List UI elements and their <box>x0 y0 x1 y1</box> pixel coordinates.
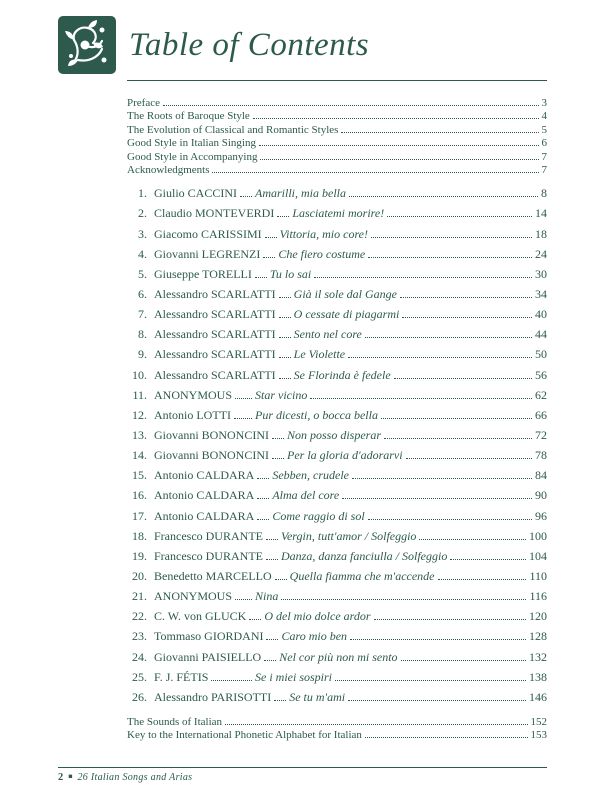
composer-name: Giovanni BONONCINI <box>154 448 269 463</box>
dot-leader <box>272 430 284 439</box>
toc-entry <box>127 247 547 267</box>
page-number: 34 <box>535 287 547 302</box>
composer-cell <box>154 388 255 403</box>
entry-number: 4. <box>138 246 147 261</box>
dot-leader <box>281 591 526 600</box>
square-bullet-icon: ■ <box>68 772 73 781</box>
toc-entry <box>127 186 547 206</box>
toc-entry <box>127 629 547 649</box>
song-title: Alma del core <box>272 488 340 503</box>
composer-cell <box>154 549 281 564</box>
toc-entry <box>127 428 547 448</box>
composer-name: Antonio CALDARA <box>154 488 255 503</box>
entry-number: 11. <box>132 387 147 402</box>
toc-entry <box>127 227 547 247</box>
toc-row <box>127 137 547 150</box>
song-title: Già il sole dal Gange <box>293 287 397 302</box>
page-number: 146 <box>529 689 547 704</box>
toc-entry <box>127 206 547 226</box>
composer-name: F. J. FÉTIS <box>154 669 209 684</box>
composer-name: Alessandro SCARLATTI <box>154 307 276 322</box>
composer-name: Francesco DURANTE <box>154 528 263 543</box>
composer-name: Antonio CALDARA <box>154 468 255 483</box>
composer-cell <box>154 609 264 624</box>
composer-name: Alessandro SCARLATTI <box>154 347 276 362</box>
page-number: 14 <box>535 206 547 221</box>
composer-cell <box>154 650 279 665</box>
composer-cell <box>154 589 255 604</box>
entry-number: 12. <box>132 407 147 422</box>
section-label: The Roots of Baroque Style <box>127 110 250 123</box>
entry-number: 16. <box>132 488 147 503</box>
dot-leader <box>310 389 532 398</box>
dot-leader <box>349 188 538 197</box>
composer-name: Antonio LOTTI <box>154 407 231 422</box>
composer-name: Giacomo CARISSIMI <box>154 226 262 241</box>
dot-leader <box>400 289 532 298</box>
page-number: 18 <box>535 226 547 241</box>
toc-entry <box>127 589 547 609</box>
dot-leader <box>368 248 532 257</box>
composer-name: Alessandro SCARLATTI <box>154 287 276 302</box>
dot-leader <box>279 289 291 298</box>
section-label: Good Style in Italian Singing <box>127 137 256 150</box>
composer-cell <box>154 368 294 383</box>
entry-number: 9. <box>138 347 147 362</box>
section-label: Acknowledgments <box>127 163 210 176</box>
toc-entry <box>127 327 547 347</box>
page-number: 24 <box>535 246 547 261</box>
song-title: Tu lo sai <box>269 266 312 281</box>
dot-leader <box>274 692 286 701</box>
entry-number: 22. <box>132 609 147 624</box>
dot-leader <box>266 631 278 640</box>
toc-entry <box>127 347 547 367</box>
composer-cell <box>154 690 289 705</box>
dot-leader <box>260 151 538 160</box>
footer-rule <box>58 767 547 768</box>
dot-leader <box>255 269 267 278</box>
dot-leader <box>401 651 526 660</box>
song-entries-list <box>127 186 547 710</box>
composer-cell <box>154 509 272 524</box>
song-title: Le Violette <box>293 347 346 362</box>
song-title: O del mio dolce ardor <box>264 609 371 624</box>
entry-number: 19. <box>132 548 147 563</box>
entry-number: 2. <box>138 206 147 221</box>
toc-entry <box>127 267 547 287</box>
entry-number: 24. <box>132 649 147 664</box>
composer-name: Tommaso GIORDANI <box>154 629 264 644</box>
page-number: 78 <box>535 448 547 463</box>
dot-leader <box>374 611 526 620</box>
dot-leader <box>279 369 291 378</box>
toc-row <box>127 97 547 110</box>
entry-number: 10. <box>132 367 147 382</box>
composer-name: Giovanni PAISIELLO <box>154 649 262 664</box>
dot-leader <box>259 138 539 147</box>
entry-number: 15. <box>132 468 147 483</box>
dot-leader <box>279 349 291 358</box>
entry-number: 23. <box>132 629 147 644</box>
toc-entry <box>127 509 547 529</box>
song-title: Star vicino <box>255 387 308 402</box>
composer-name: Giovanni BONONCINI <box>154 428 269 443</box>
dot-leader <box>381 410 532 419</box>
composer-cell <box>154 227 280 242</box>
toc-entry <box>127 529 547 549</box>
dot-leader <box>235 591 252 600</box>
entry-number: 8. <box>138 327 147 342</box>
dot-leader <box>384 430 532 439</box>
page-number: 72 <box>535 428 547 443</box>
composer-cell <box>154 186 255 201</box>
composer-cell <box>154 448 287 463</box>
entry-number: 7. <box>138 307 147 322</box>
composer-name: Giovanni LEGRENZI <box>154 246 261 261</box>
page-number: 4 <box>541 110 547 123</box>
composer-name: Giulio CACCINI <box>154 186 238 201</box>
song-title: Non posso disperar <box>287 428 382 443</box>
dot-leader <box>371 228 532 237</box>
composer-cell <box>154 327 294 342</box>
composer-cell <box>154 287 294 302</box>
toc-row <box>127 729 547 742</box>
song-title: Nina <box>255 589 279 604</box>
page-number: 138 <box>529 669 547 684</box>
dot-leader <box>253 111 539 120</box>
composer-name: Giuseppe TORELLI <box>154 266 252 281</box>
composer-cell <box>154 307 294 322</box>
page-number: 104 <box>529 548 547 563</box>
composer-cell <box>154 206 292 221</box>
song-title: Amarilli, mia bella <box>255 186 347 201</box>
dot-leader <box>265 228 277 237</box>
dot-leader <box>240 188 252 197</box>
song-title: Per la gloria d'adorarvi <box>287 448 403 463</box>
dot-leader <box>257 470 269 479</box>
song-title: Se i miei sospiri <box>255 669 332 684</box>
toc-entry <box>127 549 547 569</box>
entry-number: 6. <box>138 287 147 302</box>
page-number: 96 <box>535 508 547 523</box>
composer-cell <box>154 428 287 443</box>
entry-number: 21. <box>132 589 147 604</box>
entry-number: 1. <box>138 186 147 201</box>
page-number: 44 <box>535 327 547 342</box>
toc-entry <box>127 408 547 428</box>
page-number: 84 <box>535 468 547 483</box>
page-number: 5 <box>541 123 547 136</box>
toc-row <box>127 110 547 123</box>
dot-leader <box>352 470 532 479</box>
composer-name: ANONYMOUS <box>154 387 233 402</box>
song-title: Se Florinda è fedele <box>293 367 391 382</box>
page-number: 56 <box>535 367 547 382</box>
dot-leader <box>419 530 526 539</box>
toc-entry <box>127 368 547 388</box>
song-title: Caro mio ben <box>281 629 348 644</box>
dot-leader <box>450 551 526 560</box>
toc-entry <box>127 569 547 589</box>
song-title: Che fiero costume <box>278 246 366 261</box>
dot-leader <box>257 510 269 519</box>
composer-name: Claudio MONTEVERDI <box>154 206 275 221</box>
page-number: 66 <box>535 407 547 422</box>
song-title: Pur dicesti, o bocca bella <box>255 407 378 422</box>
page-number: 7 <box>541 163 547 176</box>
dot-leader <box>235 389 252 398</box>
page-number: 30 <box>535 266 547 281</box>
toc-row <box>127 716 547 729</box>
dot-leader <box>279 329 291 338</box>
page-number: 116 <box>529 589 547 604</box>
song-title: Quella fiamma che m'accende <box>289 569 435 584</box>
song-title: O cessate di piagarmi <box>293 307 400 322</box>
dot-leader <box>272 450 284 459</box>
toc-row <box>127 164 547 177</box>
page-number: 100 <box>529 528 547 543</box>
dot-leader <box>348 692 526 701</box>
song-title: Sento nel core <box>293 327 362 342</box>
toc-entry <box>127 448 547 468</box>
toc-row <box>127 151 547 164</box>
composer-name: Antonio CALDARA <box>154 508 255 523</box>
entry-number: 17. <box>132 508 147 523</box>
composer-name: Alessandro SCARLATTI <box>154 367 276 382</box>
title-underline <box>127 80 547 81</box>
composer-cell <box>154 629 281 644</box>
page-number: 110 <box>529 569 547 584</box>
page-number: 50 <box>535 347 547 362</box>
composer-name: Alessandro SCARLATTI <box>154 327 276 342</box>
song-title: Sebben, crudele <box>272 468 349 483</box>
page-number: 6 <box>541 137 547 150</box>
toc-entry <box>127 488 547 508</box>
toc-entry <box>127 287 547 307</box>
composer-name: Francesco DURANTE <box>154 548 263 563</box>
dot-leader <box>263 248 275 257</box>
composer-cell <box>154 488 272 503</box>
song-title: Lasciatemi morire! <box>292 206 385 221</box>
song-title: Nel cor più non mi sento <box>279 649 398 664</box>
song-title: Se tu m'ami <box>289 689 346 704</box>
toc-entry <box>127 650 547 670</box>
section-label: Preface <box>127 97 160 109</box>
section-label: The Sounds of Italian <box>127 716 223 728</box>
song-title: Vittoria, mio core! <box>279 226 368 241</box>
entry-number: 25. <box>132 669 147 684</box>
dot-leader <box>275 571 287 580</box>
dot-leader <box>341 124 538 133</box>
toc-entry <box>127 388 547 408</box>
dot-leader <box>394 369 532 378</box>
entry-number: 5. <box>138 266 147 281</box>
folio-page-number: 2 <box>58 772 64 783</box>
dot-leader <box>225 716 527 725</box>
table-of-contents <box>127 97 547 743</box>
page-number: 40 <box>535 307 547 322</box>
dot-leader <box>266 551 278 560</box>
page-number: 62 <box>535 387 547 402</box>
composer-name: Alessandro PARISOTTI <box>154 689 272 704</box>
page-number: 90 <box>535 488 547 503</box>
dot-leader <box>257 490 269 499</box>
dot-leader <box>335 671 526 680</box>
dot-leader <box>438 571 527 580</box>
composer-cell <box>154 569 290 584</box>
dot-leader <box>211 671 252 680</box>
composer-cell <box>154 529 281 544</box>
page-number: 128 <box>529 629 547 644</box>
dot-leader <box>365 730 528 739</box>
composer-cell <box>154 347 294 362</box>
page-title: Table of Contents <box>129 27 370 63</box>
composer-name: C. W. von GLUCK <box>154 609 247 624</box>
dot-leader <box>163 97 539 106</box>
song-title: Danza, danza fanciulla / Solfeggio <box>280 548 448 563</box>
section-label: Good Style in Accompanying <box>127 150 258 163</box>
dot-leader <box>266 530 278 539</box>
toc-entry <box>127 690 547 710</box>
entry-number: 20. <box>132 569 147 584</box>
dot-leader <box>212 164 538 173</box>
toc-row <box>127 124 547 137</box>
entry-number: 26. <box>132 689 147 704</box>
footer <box>58 772 192 783</box>
song-title: Vergin, tutt'amor / Solfeggio <box>280 528 417 543</box>
dot-leader <box>314 269 532 278</box>
page-number: 132 <box>529 649 547 664</box>
dot-leader <box>279 309 291 318</box>
toc-entry <box>127 609 547 629</box>
page-number: 8 <box>541 186 547 201</box>
composer-cell <box>154 408 255 423</box>
section-label: The Evolution of Classical and Romantic Styles <box>127 123 339 136</box>
dot-leader <box>365 329 532 338</box>
dot-leader <box>249 611 261 620</box>
dot-leader <box>277 208 289 217</box>
floral-ornament-icon <box>58 16 116 74</box>
song-title: Come raggio di sol <box>272 508 365 523</box>
dot-leader <box>342 490 532 499</box>
front-matter-list <box>127 97 547 177</box>
book-title: 26 Italian Songs and Arias <box>77 772 193 783</box>
composer-name: ANONYMOUS <box>154 589 233 604</box>
page-number: 3 <box>541 97 547 109</box>
entry-number: 18. <box>132 528 147 543</box>
composer-cell <box>154 468 272 483</box>
page-number: 153 <box>530 729 547 742</box>
toc-entry <box>127 670 547 690</box>
toc-entry <box>127 307 547 327</box>
dot-leader <box>264 651 276 660</box>
page-number: 120 <box>529 609 547 624</box>
composer-cell <box>154 267 270 282</box>
composer-cell <box>154 670 255 685</box>
dot-leader <box>387 208 532 217</box>
entry-number: 14. <box>132 448 147 463</box>
page-number: 152 <box>530 716 547 728</box>
toc-entry <box>127 468 547 488</box>
page-number: 7 <box>541 150 547 163</box>
dot-leader <box>402 309 532 318</box>
dot-leader <box>368 510 532 519</box>
dot-leader <box>406 450 532 459</box>
section-label: Key to the International Phonetic Alphabet for Italian <box>127 729 362 742</box>
entry-number: 13. <box>132 428 147 443</box>
dot-leader <box>348 349 532 358</box>
entry-number: 3. <box>138 226 147 241</box>
composer-cell <box>154 247 278 262</box>
dot-leader <box>234 410 252 419</box>
dot-leader <box>350 631 526 640</box>
composer-name: Benedetto MARCELLO <box>154 569 272 584</box>
back-matter-list <box>127 716 547 743</box>
